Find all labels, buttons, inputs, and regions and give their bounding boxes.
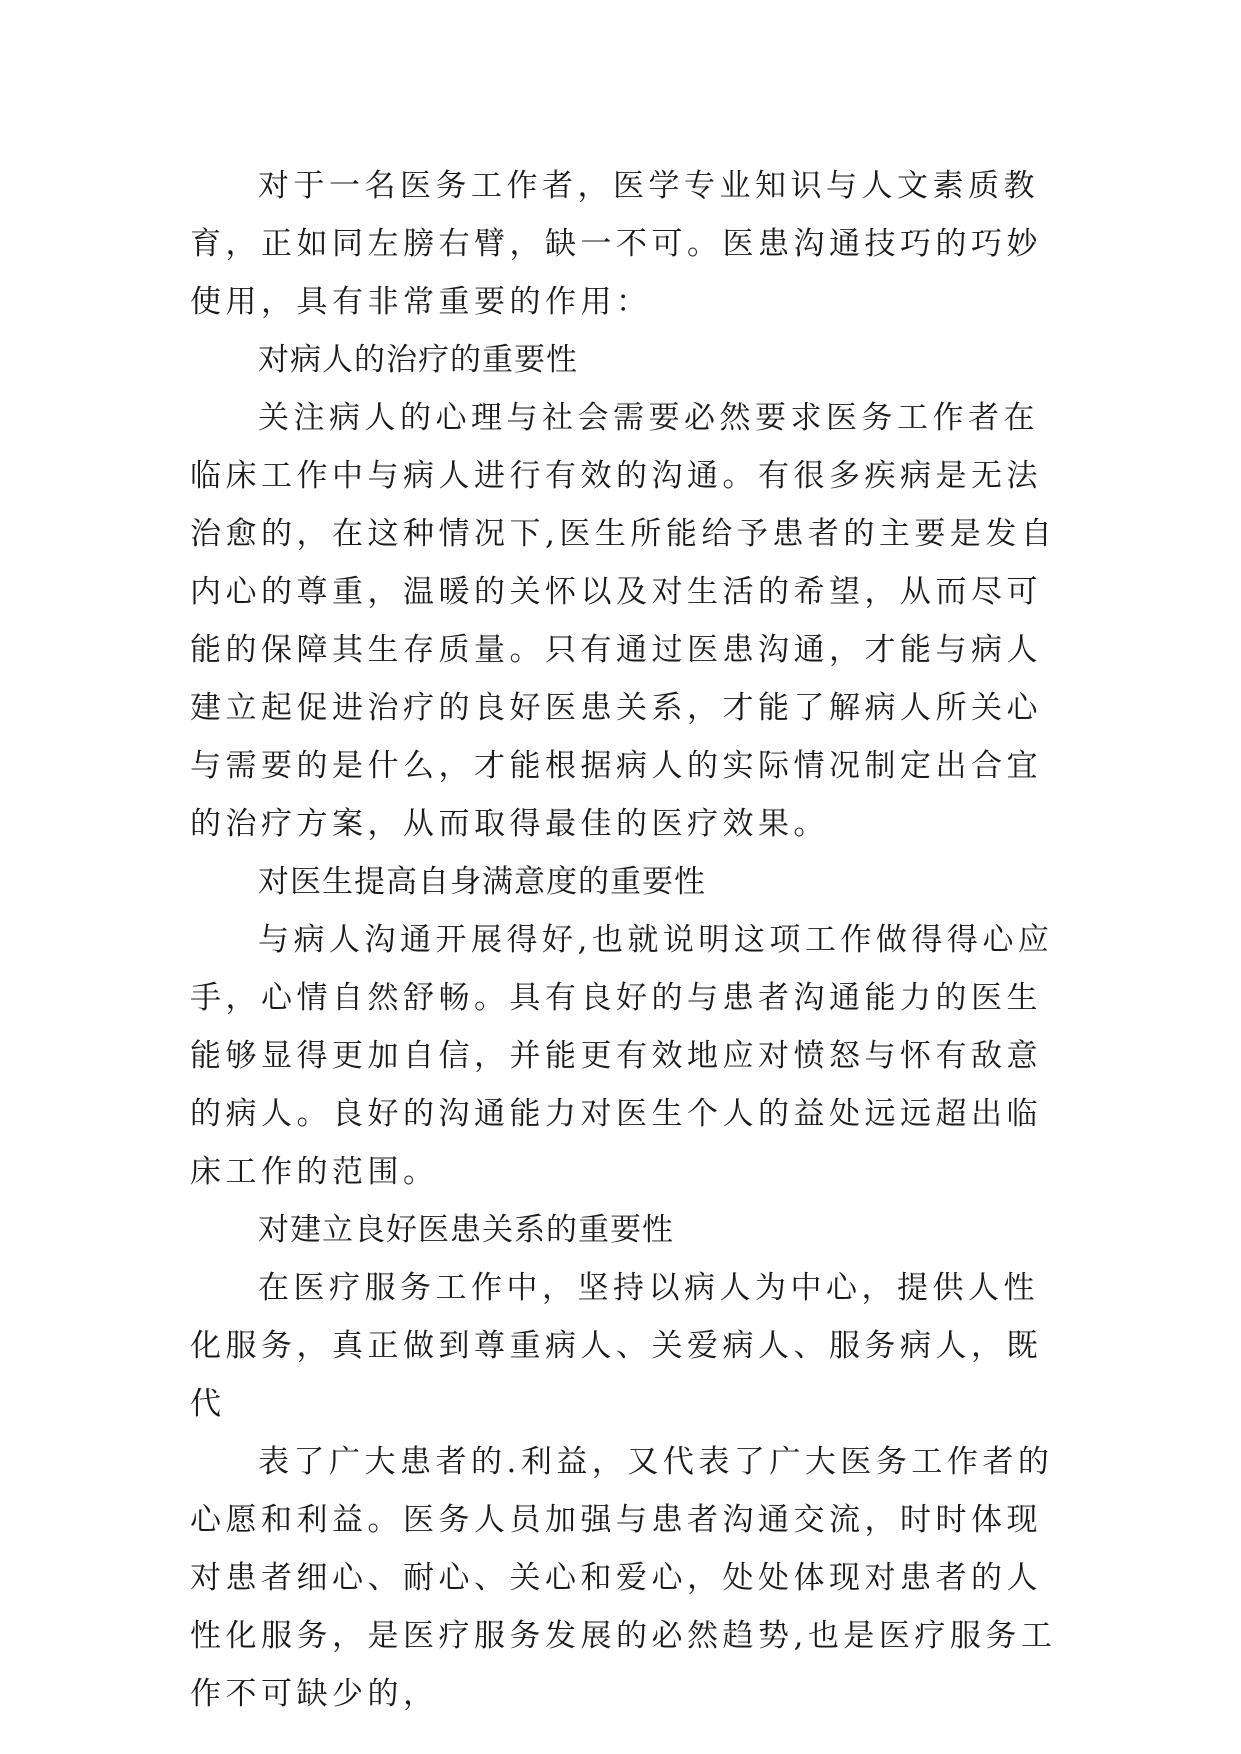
- body-paragraph: 在医疗服务工作中，坚持以病人为中心，提供人性化服务，真正做到尊重病人、关爱病人、服务病人，既代: [190, 1270, 1042, 1422]
- body-paragraph: 表了广大患者的.利益，又代表了广大医务工作者的心愿和利益。医务人员加强与患者沟通交流，时时体现对患者细心、耐心、关心和爱心，处处体现对患者的人性化服务，是医疗服务发展的必然趋势,也是医疗服务工作不可缺少的，: [190, 1444, 1057, 1712]
- body-paragraph: 对于一名医务工作者，医学专业知识与人文素质教育，正如同左膀右臂，缺一不可。医患沟通技巧的巧妙使用，具有非常重要的作用：: [190, 168, 1042, 320]
- section-heading: 对建立良好医患关系的重要性: [258, 1212, 674, 1248]
- document-page: [190, 157, 1070, 1723]
- section-heading: 对病人的治疗的重要性: [258, 342, 578, 378]
- body-paragraph: 与病人沟通开展得好,也就说明这项工作做得得心应手，心情自然舒畅。具有良好的与患者沟通能力的医生能够显得更加自信，并能更有效地应对愤怒与怀有敌意的病人。良好的沟通能力对医生个人的益处远远超出临床工作的范围。: [190, 922, 1054, 1190]
- body-paragraph: 关注病人的心理与社会需要必然要求医务工作者在临床工作中与病人进行有效的沟通。有很多疾病是无法治愈的，在这种情况下,医生所能给予患者的主要是发自内心的尊重，温暖的关怀以及对生活的希望，从而尽可能的保障其生存质量。只有通过医患沟通，才能与病人建立起促进治疗的良好医患关系，才能了解病人所关心与需要的是什么，才能根据病人的实际情况制定出合宜的治疗方案，从而取得最佳的医疗效果。: [190, 400, 1057, 842]
- section-heading: 对医生提高自身满意度的重要性: [258, 864, 706, 900]
